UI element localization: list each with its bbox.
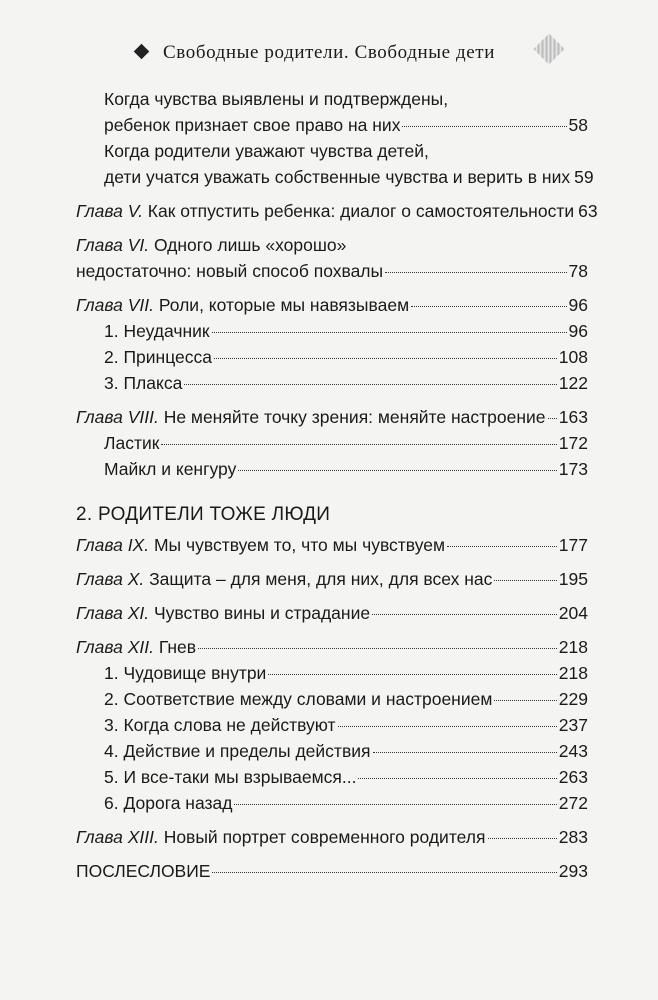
chapter-label: Глава XII. [76,637,154,657]
toc-page-number: 177 [558,535,588,555]
toc-page-number: 96 [568,321,588,341]
toc-chapter[interactable] [76,198,598,224]
toc-page-number: 195 [558,569,588,589]
toc-page-number: 218 [558,637,588,657]
toc-chapter-title [76,532,445,558]
toc-entry-title: 5. И все-таки мы взрываемся... [104,767,357,787]
dot-leader [268,673,556,675]
toc-entry[interactable] [76,430,588,456]
toc-entry-title: ребенок признает свое право на них [104,115,401,135]
toc-page-number: 237 [558,715,588,735]
toc-page-number: 58 [568,115,588,135]
dot-leader [373,751,557,753]
header-title: Свободные родители. Свободные дети [163,42,495,63]
chapter-label: Глава V. [76,201,143,221]
toc-entry-title: 4. Действие и пределы действия [104,741,371,761]
chapter-label: Глава VI. [76,235,150,255]
toc-page-number: 122 [558,373,588,393]
part-title: 2. РОДИТЕЛИ ТОЖЕ ЛЮДИ [76,504,331,525]
chapter-label: Глава VIII. [76,407,159,427]
toc-chapter[interactable] [76,532,588,558]
toc-entry[interactable] [76,344,588,370]
chapter-text: Защита – для меня, для них, для всех нас [144,569,493,589]
toc-entry-title: 3. Когда слова не действуют [104,715,336,735]
dot-leader [214,357,557,359]
dot-leader [358,777,556,779]
toc-page-number: 272 [558,793,588,813]
toc-entry-line: Когда родители уважают чувства детей, [104,141,429,161]
toc-page-number: 243 [558,741,588,761]
toc-entry-title: Майкл и кенгуру [104,459,237,479]
toc-page-number: 204 [558,603,588,623]
dot-leader [238,469,556,471]
dot-leader [198,647,557,649]
table-of-contents [76,86,598,884]
toc-chapter-line [76,232,588,258]
toc-page-number: 172 [558,433,588,453]
toc-entry-title: 2. Принцесса [104,347,212,367]
dot-leader [372,613,557,615]
toc-page-number: 163 [558,407,588,427]
diamond-icon [533,33,564,64]
toc-page-number: 218 [558,663,588,683]
toc-entry-line: Когда чувства выявлены и подтверждены, [104,89,449,109]
toc-entry-title: дети учатся уважать собственные чувства и верить в них [104,167,571,187]
dot-leader [161,443,556,445]
toc-page-number: 78 [568,261,588,281]
toc-chapter-title [76,404,546,430]
chapter-text: Одного лишь «хорошо» [149,235,347,255]
toc-page-number: 283 [558,827,588,847]
toc-entry-title: 3. Плакса [104,373,183,393]
dot-leader [447,545,557,547]
toc-entry[interactable] [76,660,588,686]
toc-page-number: 59 [574,167,594,187]
toc-entry-title: 6. Дорога назад [104,793,233,813]
chapter-label: Глава IX. [76,535,150,555]
dot-leader [338,725,557,727]
toc-chapter-title [76,824,486,850]
toc-chapter[interactable] [76,292,588,318]
dot-leader [488,837,557,839]
toc-chapter[interactable] [76,566,588,592]
toc-entry[interactable] [76,686,588,712]
toc-page-number: 229 [558,689,588,709]
toc-chapter[interactable] [76,634,588,660]
running-header [0,36,658,66]
toc-entry-title: 1. Неудачник [104,321,210,341]
dot-leader [212,871,556,873]
toc-entry[interactable] [76,738,588,764]
toc-entry-title: 2. Соответствие между словами и настроением [104,689,493,709]
toc-page-number: 108 [558,347,588,367]
toc-entry[interactable] [76,712,588,738]
diamond-icon [134,44,150,60]
toc-afterword-title: ПОСЛЕСЛОВИЕ [76,861,211,881]
toc-chapter-title [76,600,370,626]
toc-entry-title: Ластик [104,433,160,453]
toc-page-number: 293 [558,861,588,881]
dot-leader [494,699,556,701]
dot-leader [184,383,556,385]
toc-chapter-title [76,198,574,224]
chapter-text: Чувство вины и страдание [149,603,371,623]
toc-chapter[interactable] [76,824,588,850]
toc-entry[interactable] [76,164,594,190]
toc-chapter[interactable] [76,404,588,430]
dot-leader [234,803,556,805]
toc-entry[interactable] [76,764,588,790]
toc-entry[interactable] [76,790,588,816]
chapter-text: Не меняйте точку зрения: меняйте настроение [158,407,546,427]
chapter-text: Мы чувствуем то, что мы чувствуем [149,535,446,555]
toc-entry[interactable] [76,112,588,138]
dot-leader [212,331,567,333]
chapter-label: Глава XIII. [76,827,159,847]
toc-page-number: 96 [568,295,588,315]
toc-chapter[interactable] [76,600,588,626]
toc-chapter-title [76,634,196,660]
chapter-label: Глава XI. [76,603,150,623]
dot-leader [385,271,566,273]
chapter-text: Как отпустить ребенка: диалог о самостоятельности [142,201,575,221]
chapter-text: Роли, которые мы навязываем [153,295,410,315]
toc-page-number: 173 [558,459,588,479]
toc-entry[interactable] [76,318,588,344]
dot-leader [411,305,566,307]
chapter-text: Гнев [153,637,197,657]
chapter-label: Глава X. [76,569,145,589]
chapter-label: Глава VII. [76,295,154,315]
toc-chapter-title: недостаточно: новый способ похвалы [76,261,384,281]
toc-chapter[interactable] [76,258,588,284]
toc-page-number: 263 [558,767,588,787]
toc-chapter-title [76,566,492,592]
toc-chapter-title [76,292,409,318]
toc-entry[interactable] [76,456,588,482]
dot-leader [494,579,556,581]
toc-page-number: 63 [578,201,598,221]
dot-leader [548,417,557,419]
chapter-text: Новый портрет современного родителя [158,827,486,847]
toc-entry[interactable] [76,370,588,396]
dot-leader [402,125,566,127]
toc-chapter[interactable] [76,858,588,884]
toc-entry-title: 1. Чудовище внутри [104,663,267,683]
